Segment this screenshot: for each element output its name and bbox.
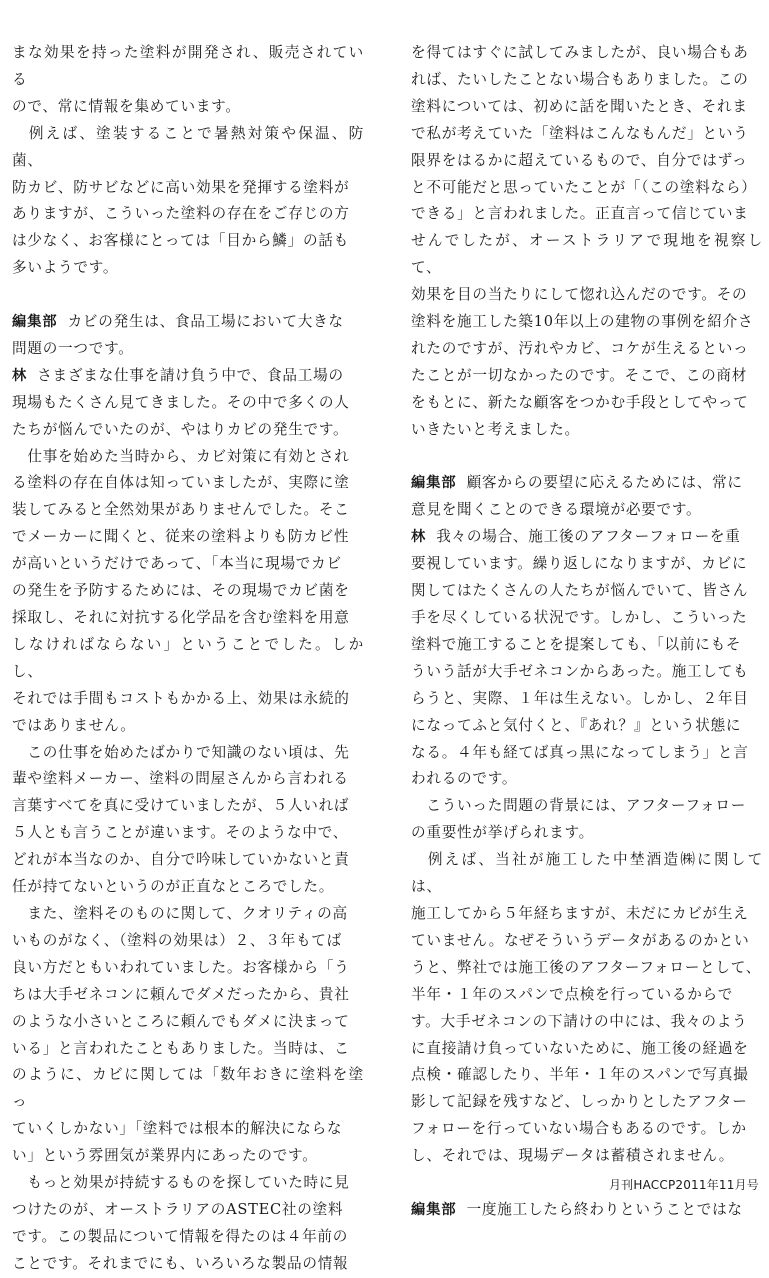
speaker-label: 編集部	[12, 314, 58, 331]
question-editorial	[411, 1197, 763, 1224]
answer-hayashi	[12, 363, 364, 444]
paragraph: この仕事を始めたばかりで知識のない頃は、先 輩や塗料メーカー、塗料の問屋さんから言われる 言葉すべてを真に受けていましたが、５人いれば ５人とも言うことが違います。そのような中で、 どれが本当なのか、自分で吟味していかないと責 任が持てないというのが正直なところでした。	[12, 743, 350, 896]
paragraph: を得てはすぐに試してみましたが、良い場合もあ れば、たいしたことない場合もありました。この 塗料については、初めに話を聞いたとき、それま で私が考えていた「塗料はこんなもんだ」という 限界をはるかに超えているもので、自分ではずっ と不可能だと思っていたことが「（この塗料なら） できる」と言われました。正直言って信じていま せんでしたが、オーストラリアで現地を視察して、 効果を目の当たりにして惚れ込んだのです。その 塗料を施工した築10年以上の建物の事例を紹介さ れたのですが、汚れやカビ、コケが生えるといっ たことが一切なかったのです。そこで、この商材 をもとに、新たな顧客をつかむ手段としてやって いきたいと考えました。	[411, 44, 763, 438]
speech-text: 一度施工したら終わりということではな	[466, 1200, 743, 1218]
right-column	[411, 40, 763, 1224]
paragraph: まな効果を持った塗料が開発され、販売されている ので、常に情報を集めています。	[12, 44, 364, 115]
paragraph: もっと効果が持続するものを探していた時に見 つけたのが、オーストラリアのASTEC社の塗料 です。この製品について情報を得たのは４年前の ことです。それまでにも、いろいろな製品の情報	[12, 1174, 350, 1272]
question-editorial	[411, 470, 763, 524]
speaker-label: 編集部	[411, 475, 457, 492]
paragraph: また、塗料そのものに関して、クオリティの高 いものがなく、（塗料の効果は）２、３年もてば 良い方だともいわれていました。お客様から「う ちは大手ゼネコンに頼んでダメだったから、貴社 のような小さいところに頼んでもダメに決まって いる」と言われたこともありました。当時は、こ のように、カビに関しては「数年おきに塗料を塗っ ていくしかない」「塗料では根本的解決にならな い」という雰囲気が業界内にあったのです。	[12, 904, 364, 1165]
speech-text: 顧客からの要望に応えるためには、常に 意見を聞くことのできる環境が必要です。	[411, 474, 743, 519]
question-editorial	[12, 309, 364, 363]
paragraph: 例えば、塗装することで暑熱対策や保温、防菌、 防カビ、防サビなどに高い効果を発揮する塗料が ありますが、こういった塗料の存在をご存じの方 は少なく、お客様にとっては「目から鱗」の話も 多いようです。	[12, 124, 364, 277]
speaker-label: 編集部	[411, 1201, 457, 1218]
spacer	[411, 444, 763, 471]
speech-text: さまざまな仕事を請け負う中で、食品工場の 現場もたくさん見てきました。その中で多くの人 たちが悩んでいたのが、やはりカビの発生です。	[12, 366, 350, 438]
speaker-label: 林	[411, 529, 427, 546]
answer-hayashi	[411, 524, 763, 793]
spacer	[12, 282, 364, 309]
speaker-label: 林	[12, 367, 28, 384]
paragraph: 仕事を始めた当時から、カビ対策に有効とされ る塗料の存在自体は知っていましたが、実際に塗 装してみると全然効果がありませんでした。そこ でメーカーに聞くと、従来の塗料よりも防カビ性 が高いというだけであって、「本当に現場でカビ の発生を予防するためには、その現場でカビ菌を 採取し、それに対抗する化学品を含む塗料を用意 しなければならない」ということでした。しかし、 それでは手間もコストもかかる上、効果は永続的 ではありません。	[12, 447, 364, 734]
page-footer: 月刊HACCP2011年11月号	[608, 1178, 759, 1192]
paragraph: 例えば、当社が施工した中埜酒造㈱に関しては、 施工してから５年経ちますが、未だにカビが生え ていません。なぜそういうデータがあるのかとい うと、弊社では施工後のアフターフォローとして、 半年・１年のスパンで点検を行っているからで す。大手ゼネコンの下請けの中には、我々のよう に直接請け負っていないために、施工後の経過を 点検・確認したり、半年・１年のスパンで写真撮 影して記録を残すなど、しっかりとしたアフター フォローを行っていない場合もあるのです。しか し、それでは、現場データは蓄積されません。	[411, 851, 763, 1165]
speech-text: 我々の場合、施工後のアフターフォローを重 要視しています。繰り返しになりますが、カビに 関してはたくさんの人たちが悩んでいて、皆さん 手を尽くしている状況です。しかし、こういった 塗料で施工することを提案しても、「以前にもそ ういう話が大手ゼネコンからあった。施工しても らうと、実際、１年は生えない。しかし、２年目 になってふと気付くと、『あれ？』という状態に なる。４年も経てば真っ黒になってしまう」と言 われるのです。	[411, 528, 749, 788]
speech-text: カビの発生は、食品工場において大きな 問題の一つです。	[12, 313, 344, 357]
paragraph: こういった問題の背景には、アフターフォロー の重要性が挙げられます。	[411, 797, 747, 842]
left-column	[12, 40, 364, 1278]
